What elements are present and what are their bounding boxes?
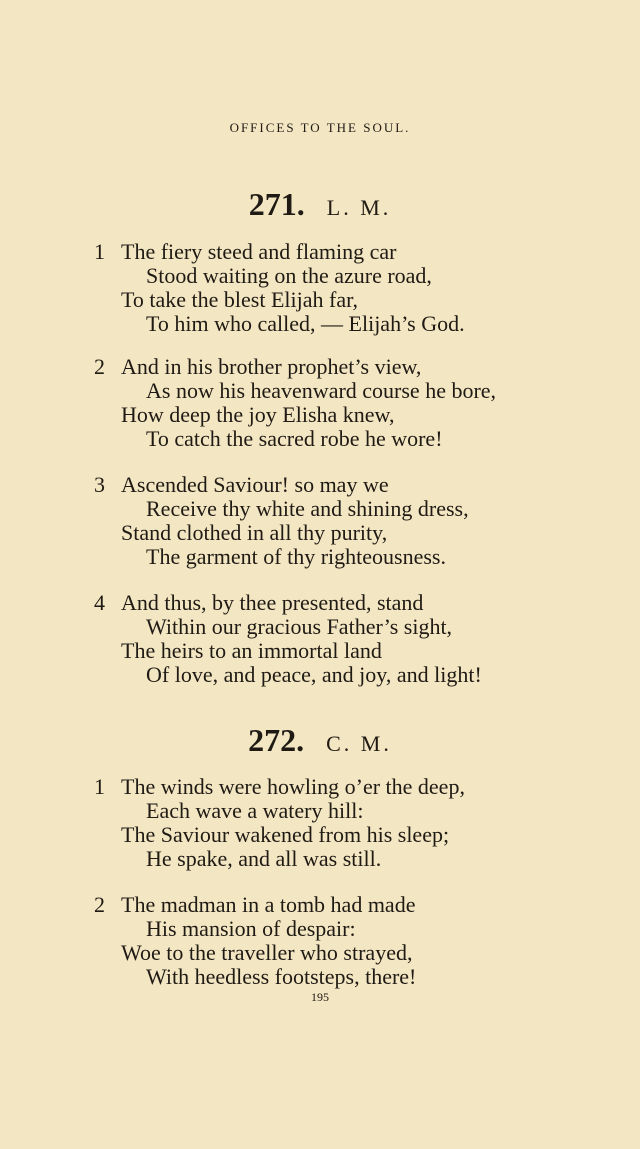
hymn-number: 271. [248, 186, 305, 222]
verse-line: And in his brother prophet’s view, [121, 354, 422, 379]
hymn-heading-272 [0, 722, 640, 759]
verse-line: Stand clothed in all thy purity, [121, 520, 388, 545]
verse-line: Within our gracious Father’s sight, [146, 614, 453, 639]
hymn-meter: C. M. [326, 731, 392, 756]
verse-line: The Saviour wakened from his sleep; [121, 822, 450, 847]
stanza-271-4 [94, 591, 634, 687]
verse-line: He spake, and all was still. [146, 846, 382, 871]
verse-line: The heirs to an immortal land [121, 638, 382, 663]
verse-line: Ascended Saviour! so may we [121, 472, 389, 497]
stanza-number: 2 [94, 354, 105, 379]
running-head: OFFICES TO THE SOUL. [229, 120, 411, 135]
verse-line: The fiery steed and flaming car [121, 239, 397, 264]
verse-line: Receive thy white and shining dress, [146, 496, 469, 521]
verse-line: Of love, and peace, and joy, and light! [146, 662, 482, 687]
stanza-271-3 [94, 473, 634, 569]
verse-line: Each wave a watery hill: [146, 798, 364, 823]
hymn-number: 272. [248, 722, 305, 758]
stanza-272-2 [94, 893, 634, 989]
verse-line: And thus, by thee presented, stand [121, 590, 424, 615]
verse-line: Stood waiting on the azure road, [146, 263, 432, 288]
verse-line: The winds were howling o’er the deep, [121, 774, 465, 799]
stanza-271-1 [94, 240, 634, 336]
stanza-number: 1 [94, 774, 105, 799]
hymn-meter: L. M. [326, 195, 392, 220]
verse-line: To take the blest Elijah far, [121, 287, 359, 312]
verse-line: The garment of thy righteousness. [146, 544, 446, 569]
verse-line: The madman in a tomb had made [121, 892, 416, 917]
stanza-number: 1 [94, 239, 105, 264]
page-number: 195 [311, 990, 329, 1004]
stanza-number: 3 [94, 472, 105, 497]
stanza-number: 4 [94, 590, 105, 615]
verse-line: Woe to the traveller who strayed, [121, 940, 413, 965]
stanza-272-1 [94, 775, 634, 871]
verse-line: His mansion of despair: [146, 916, 356, 941]
verse-line: To catch the sacred robe he wore! [146, 426, 443, 451]
verse-line: How deep the joy Elisha knew, [121, 402, 395, 427]
verse-line: With heedless footsteps, there! [146, 964, 417, 989]
verse-line: As now his heavenward course he bore, [146, 378, 497, 403]
hymn-heading-271 [0, 186, 640, 223]
stanza-271-2 [94, 355, 634, 451]
verse-line: To him who called, — Elijah’s God. [146, 311, 465, 336]
stanza-number: 2 [94, 892, 105, 917]
